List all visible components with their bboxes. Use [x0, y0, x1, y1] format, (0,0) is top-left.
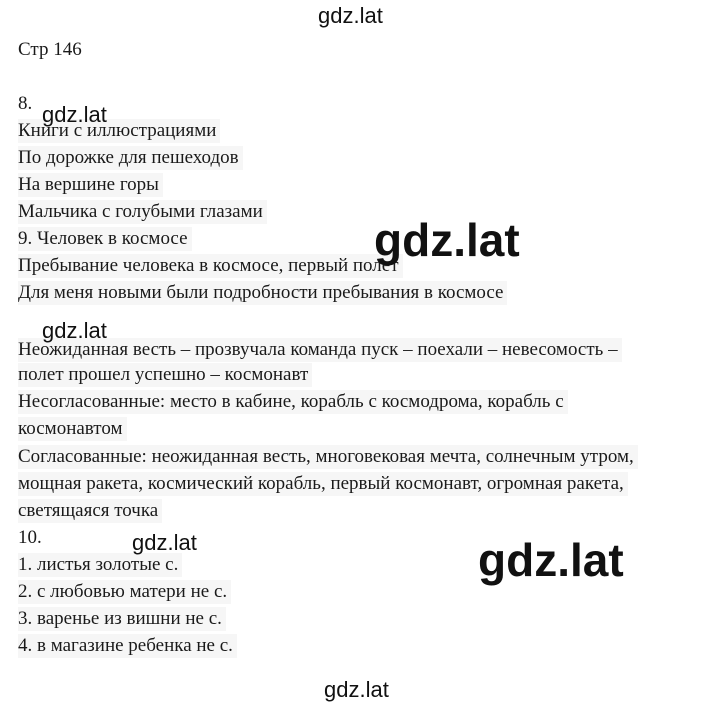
text-line: 3. варенье из вишни не с. [18, 607, 226, 631]
page-label: Стр 146 [18, 39, 82, 60]
watermark-top: gdz.lat [318, 3, 383, 28]
text-line: 4. в магазине ребенка не с. [18, 634, 237, 658]
exercise-9-heading: 9. Человек в космосе [18, 227, 192, 251]
text-line: Для меня новыми были подробности пребывания в космосе [18, 281, 507, 305]
text-line: Пребывание человека в космосе, первый полет [18, 254, 403, 278]
text-line: На вершине горы [18, 173, 163, 197]
text-line: По дорожке для пешеходов [18, 146, 243, 170]
text-line: мощная ракета, космический корабль, первый космонавт, огромная ракета, [18, 472, 628, 496]
text-line: Книги с иллюстрациями [18, 119, 220, 143]
text-line: 1. листья золотые с. [18, 553, 182, 577]
watermark: gdz.lat [42, 318, 107, 343]
watermark-bottom: gdz.lat [324, 677, 389, 702]
text-line: 2. с любовью матери не с. [18, 580, 231, 604]
text-line: светящаяся точка [18, 499, 162, 523]
watermark: gdz.lat [132, 530, 197, 555]
text-line: Несогласованные: место в кабине, корабль с космодрома, корабль с [18, 390, 568, 414]
text-line: Неожиданная весть – прозвучала команда пуск – поехали – невесомость – [18, 338, 622, 362]
text-line: космонавтом [18, 417, 127, 441]
watermark: gdz.lat [42, 102, 107, 127]
exercise-10-number: 10. [18, 527, 42, 548]
exercise-8-number: 8. [18, 93, 33, 114]
watermark-large: gdz.lat [478, 534, 624, 586]
text-line: полет прошел успешно – космонавт [18, 363, 312, 387]
text-line: Согласованные: неожиданная весть, многовековая мечта, солнечным утром, [18, 445, 638, 469]
watermark-large: gdz.lat [374, 214, 520, 266]
text-line: Мальчика с голубыми глазами [18, 200, 267, 224]
